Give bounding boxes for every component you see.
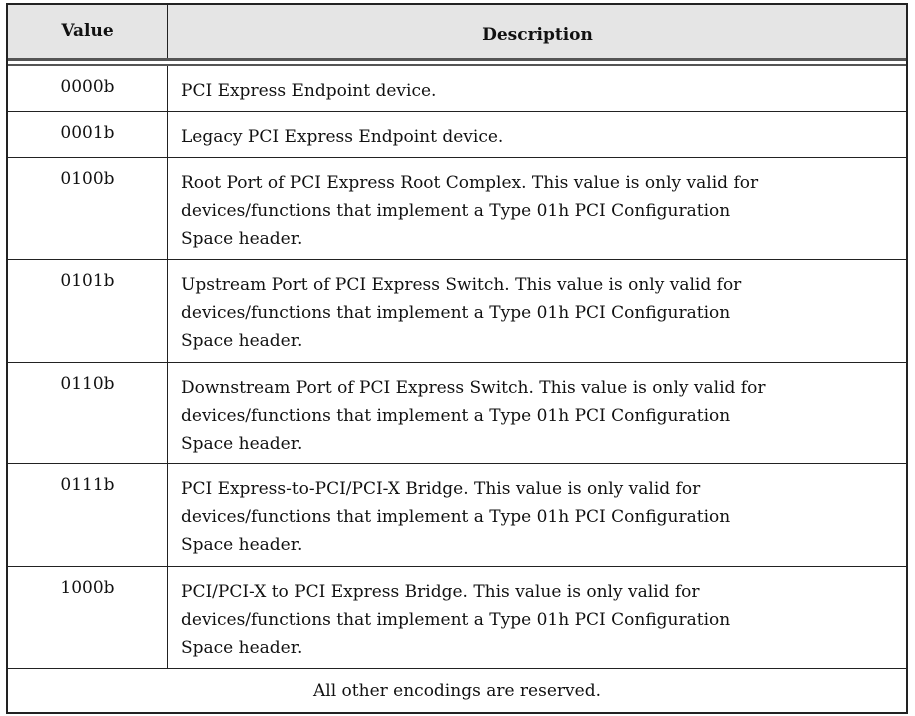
description-line: devices/functions that implement a Type 01h PCI Configuration	[181, 610, 731, 630]
table-footer-note: All other encodings are reserved.	[8, 668, 906, 712]
description-line: devices/functions that implement a Type 01h PCI Configuration	[181, 507, 731, 527]
description-line: devices/functions that implement a Type 01h PCI Configuration	[181, 303, 731, 323]
description-cell	[168, 567, 906, 668]
description-line: Legacy PCI Express Endpoint device.	[181, 127, 504, 147]
value-cell: 0001b	[8, 112, 168, 157]
description-line: devices/functions that implement a Type 01h PCI Configuration	[181, 406, 731, 426]
description-cell	[168, 66, 906, 111]
table-body	[8, 66, 906, 668]
encoding-table	[6, 3, 908, 714]
description-cell	[168, 363, 906, 463]
description-cell	[168, 158, 906, 259]
value-cell: 0000b	[8, 66, 168, 111]
description-line: Space header.	[181, 331, 303, 351]
header-value: Value	[8, 5, 168, 58]
description-line: Space header.	[181, 434, 303, 454]
description-line: Upstream Port of PCI Express Switch. This value is only valid for	[181, 275, 742, 295]
description-line: Space header.	[181, 229, 303, 249]
description-line: Downstream Port of PCI Express Switch. This value is only valid for	[181, 378, 766, 398]
description-line: PCI Express Endpoint device.	[181, 81, 437, 101]
value-cell: 0110b	[8, 363, 168, 463]
value-cell: 0111b	[8, 464, 168, 566]
description-cell	[168, 464, 906, 566]
value-cell: 1000b	[8, 567, 168, 668]
description-line: Space header.	[181, 535, 303, 555]
description-line: Root Port of PCI Express Root Complex. This value is only valid for	[181, 173, 759, 193]
table-row	[8, 362, 906, 463]
description-line: PCI Express-to-PCI/PCI-X Bridge. This value is only valid for	[181, 479, 701, 499]
table-row	[8, 111, 906, 157]
description-cell	[168, 260, 906, 362]
header-description: Description	[482, 25, 593, 45]
table-row	[8, 566, 906, 668]
value-cell: 0101b	[8, 260, 168, 362]
description-line: devices/functions that implement a Type 01h PCI Configuration	[181, 201, 731, 221]
value-cell: 0100b	[8, 158, 168, 259]
table-row	[8, 66, 906, 111]
table-row	[8, 463, 906, 566]
description-line: PCI/PCI-X to PCI Express Bridge. This value is only valid for	[181, 582, 700, 602]
description-cell	[168, 112, 906, 157]
table-header	[8, 5, 906, 61]
description-line: Space header.	[181, 638, 303, 658]
table-row	[8, 157, 906, 259]
table-row	[8, 259, 906, 362]
